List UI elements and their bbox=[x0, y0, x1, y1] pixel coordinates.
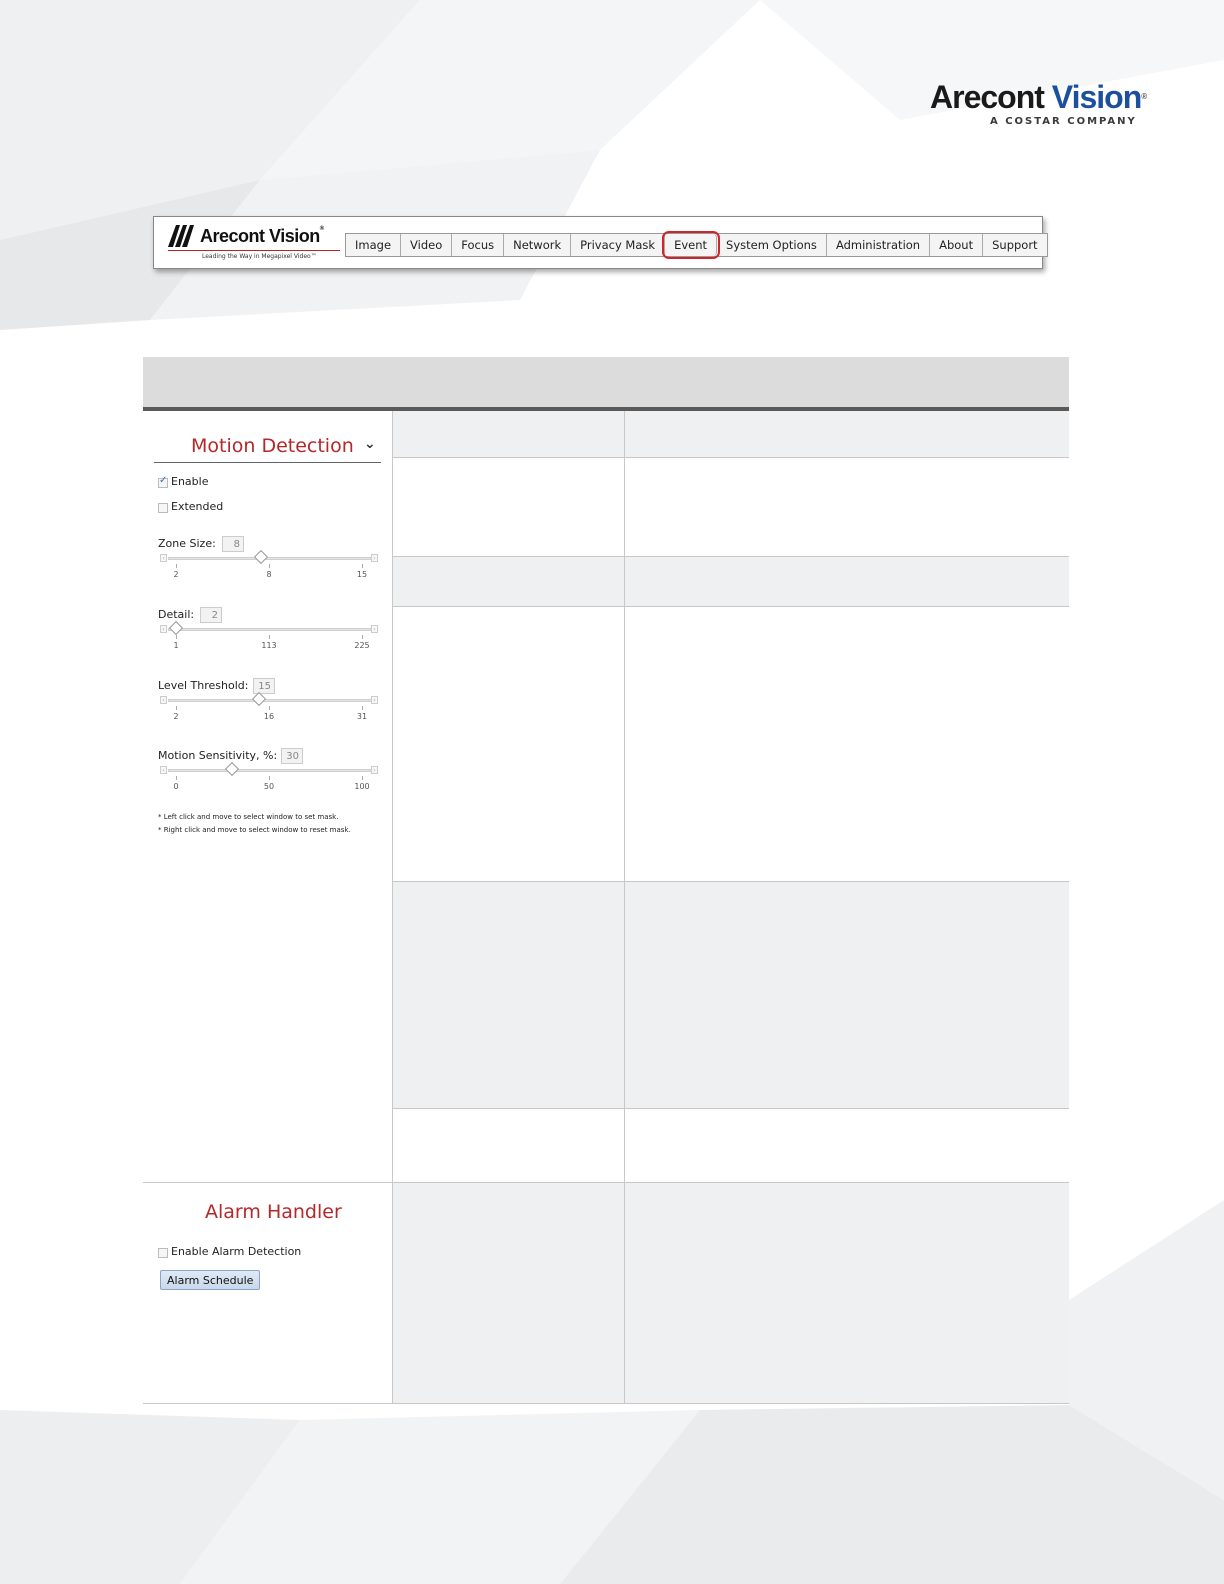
table-cell bbox=[393, 411, 624, 457]
table-divider bbox=[393, 457, 1069, 458]
slider-tick bbox=[362, 776, 363, 780]
zone-size-slider[interactable] bbox=[168, 557, 373, 560]
table-divider bbox=[143, 1182, 1069, 1183]
alarm-handler-title: Alarm Handler bbox=[205, 1201, 342, 1223]
detail-value[interactable]: 2 bbox=[200, 607, 222, 623]
detail-mid: 113 bbox=[261, 641, 277, 650]
table-cell bbox=[625, 882, 1069, 1108]
motion-sensitivity-slider[interactable] bbox=[168, 769, 373, 772]
table-cell bbox=[625, 1183, 1069, 1404]
slider-tick bbox=[176, 706, 177, 710]
motion-detection-rule bbox=[154, 462, 381, 463]
table-divider bbox=[624, 411, 625, 1404]
tab-administration[interactable]: Administration bbox=[827, 234, 930, 256]
zone-size-value[interactable]: 8 bbox=[222, 536, 244, 552]
slider-right-arrow[interactable]: › bbox=[371, 696, 378, 704]
slider-tick bbox=[362, 635, 363, 639]
settings-table bbox=[143, 411, 1069, 1404]
slider-tick bbox=[269, 776, 270, 780]
slider-right-arrow[interactable]: › bbox=[371, 554, 378, 562]
motion-sensitivity-slider-thumb[interactable] bbox=[225, 762, 239, 776]
nav-logo-divider bbox=[168, 250, 340, 251]
zone-size-label: Zone Size: bbox=[158, 537, 216, 550]
level-threshold-min: 2 bbox=[173, 712, 179, 721]
detail-min: 1 bbox=[173, 641, 179, 650]
motion-sensitivity-mid: 50 bbox=[263, 782, 275, 791]
enable-alarm-label: Enable Alarm Detection bbox=[171, 1245, 302, 1258]
tab-video[interactable]: Video bbox=[401, 234, 452, 256]
table-divider bbox=[143, 1403, 1069, 1404]
extended-checkbox[interactable] bbox=[158, 503, 168, 513]
slider-right-arrow[interactable]: › bbox=[371, 625, 378, 633]
slider-tick bbox=[176, 564, 177, 568]
table-cell bbox=[625, 411, 1069, 457]
tab-event[interactable]: Event bbox=[665, 234, 717, 256]
mask-note-right: * Right click and move to select window to reset mask. bbox=[158, 826, 351, 834]
level-threshold-value[interactable]: 15 bbox=[253, 678, 275, 694]
table-divider bbox=[393, 881, 1069, 882]
zone-size-min: 2 bbox=[173, 570, 179, 579]
slider-tick bbox=[269, 635, 270, 639]
table-divider bbox=[393, 556, 1069, 557]
nav-logo-registered: ® bbox=[319, 226, 324, 232]
slider-tick bbox=[269, 564, 270, 568]
brand-name-part2: Vision bbox=[1051, 79, 1142, 115]
slider-right-arrow[interactable]: › bbox=[371, 766, 378, 774]
slider-left-arrow[interactable]: ‹ bbox=[160, 766, 167, 774]
table-header bbox=[143, 357, 1069, 407]
level-threshold-mid: 16 bbox=[263, 712, 275, 721]
nav-logo bbox=[168, 223, 340, 263]
arecont-mark-icon bbox=[168, 225, 198, 247]
brand-registered: ® bbox=[1141, 92, 1147, 101]
motion-sensitivity-max: 100 bbox=[354, 782, 370, 791]
table-divider bbox=[393, 1108, 1069, 1109]
slider-tick bbox=[269, 706, 270, 710]
brand-name-part1: Arecont bbox=[930, 79, 1044, 115]
brand-logo bbox=[930, 79, 1147, 140]
enable-alarm-checkbox[interactable] bbox=[158, 1248, 168, 1258]
brand-subtitle: A COSTAR COMPANY bbox=[990, 116, 1137, 127]
tab-image[interactable]: Image bbox=[346, 234, 401, 256]
level-threshold-slider[interactable] bbox=[168, 699, 373, 702]
tab-system-options[interactable]: System Options bbox=[717, 234, 827, 256]
slider-tick bbox=[362, 706, 363, 710]
slider-tick bbox=[176, 635, 177, 639]
slider-tick bbox=[176, 776, 177, 780]
detail-max: 225 bbox=[354, 641, 370, 650]
tab-support[interactable]: Support bbox=[992, 238, 1038, 252]
slider-left-arrow[interactable]: ‹ bbox=[160, 554, 167, 562]
table-divider bbox=[392, 411, 393, 1404]
detail-slider[interactable] bbox=[168, 628, 373, 631]
motion-sensitivity-value[interactable]: 30 bbox=[281, 748, 303, 764]
level-threshold-max: 31 bbox=[356, 712, 368, 721]
zone-size-mid: 8 bbox=[266, 570, 272, 579]
table-divider bbox=[393, 606, 1069, 607]
motion-sensitivity-min: 0 bbox=[173, 782, 179, 791]
camera-nav-bar bbox=[153, 216, 1043, 269]
chevron-down-icon[interactable]: ⌄ bbox=[364, 436, 376, 452]
tab-about[interactable]: About bbox=[930, 234, 983, 256]
tab-network[interactable]: Network bbox=[504, 234, 571, 256]
zone-size-max: 15 bbox=[356, 570, 368, 579]
slider-left-arrow[interactable]: ‹ bbox=[160, 696, 167, 704]
detail-label: Detail: bbox=[158, 608, 195, 621]
enable-label: Enable bbox=[171, 475, 209, 488]
extended-label: Extended bbox=[171, 500, 224, 513]
table-cell bbox=[393, 1183, 624, 1404]
tab-focus[interactable]: Focus bbox=[452, 234, 504, 256]
mask-note-left: * Left click and move to select window to set mask. bbox=[158, 813, 339, 821]
slider-left-arrow[interactable]: ‹ bbox=[160, 625, 167, 633]
level-threshold-label: Level Threshold: bbox=[158, 679, 249, 692]
motion-sensitivity-label: Motion Sensitivity, %: bbox=[158, 749, 278, 762]
table-cell bbox=[625, 557, 1069, 606]
enable-checkbox[interactable] bbox=[158, 478, 168, 488]
table-cell bbox=[393, 557, 624, 606]
detail-slider-thumb[interactable] bbox=[169, 621, 183, 635]
motion-detection-title: Motion Detection bbox=[191, 435, 354, 457]
nav-logo-tagline: Leading the Way in Megapixel Video™ bbox=[202, 253, 317, 260]
slider-tick bbox=[362, 564, 363, 568]
zone-size-slider-thumb[interactable] bbox=[254, 550, 268, 564]
table-cell bbox=[393, 882, 624, 1108]
tab-privacy-mask[interactable]: Privacy Mask bbox=[571, 234, 665, 256]
nav-tabs bbox=[345, 233, 1048, 257]
nav-logo-text: Arecont Vision bbox=[200, 226, 320, 246]
alarm-schedule-button[interactable]: Alarm Schedule bbox=[160, 1270, 260, 1290]
